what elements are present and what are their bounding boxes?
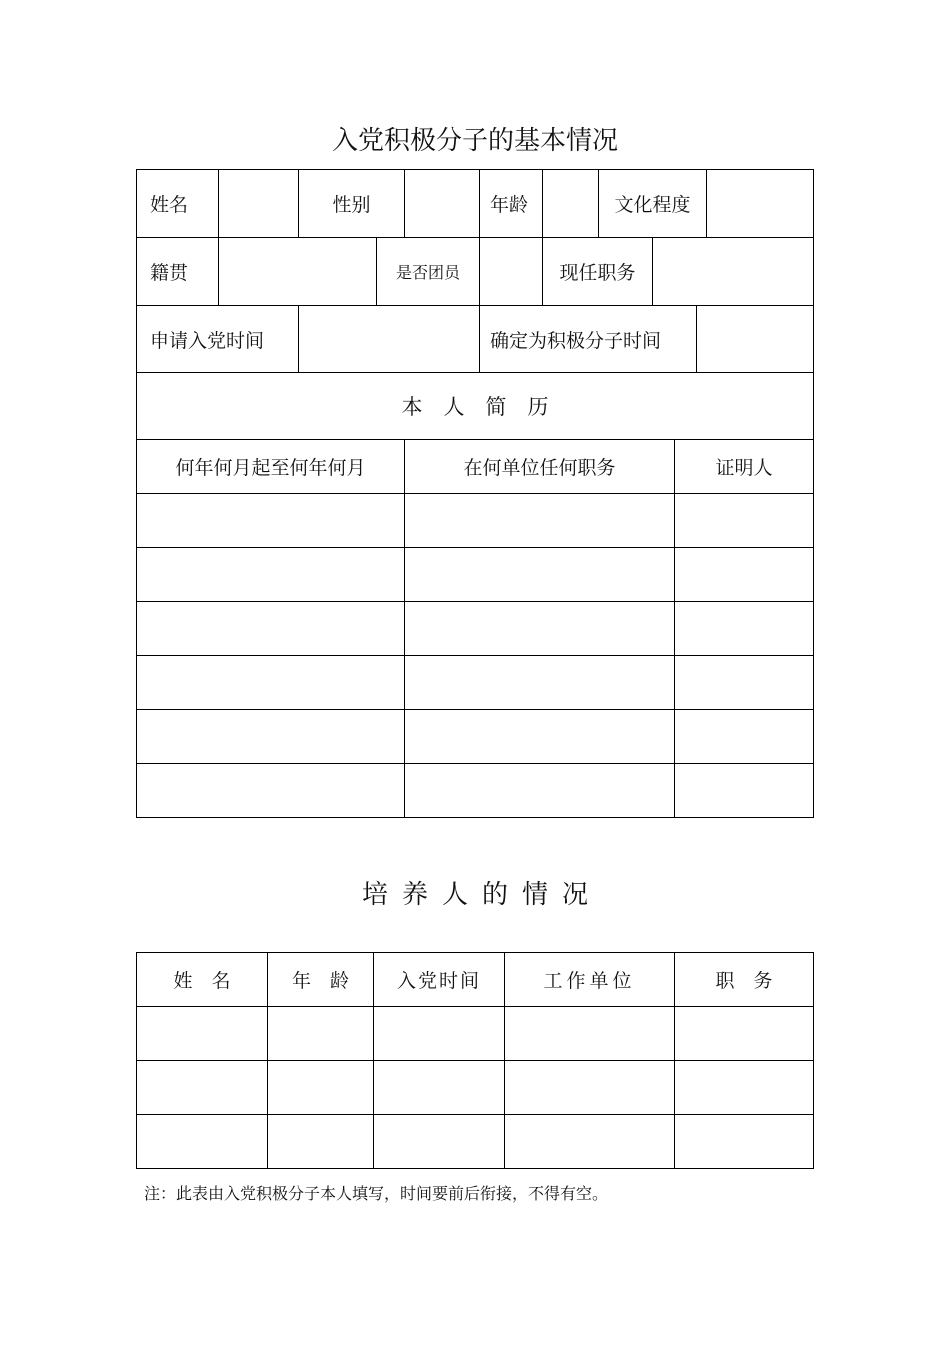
trainer-row-join-date-cell[interactable] <box>374 1115 505 1168</box>
resume-row-position-cell[interactable] <box>405 656 675 710</box>
apply-date-value-cell[interactable] <box>299 306 480 373</box>
trainer-row-join-date-cell[interactable] <box>374 1061 505 1115</box>
trainer-row-workplace-cell[interactable] <box>505 1007 675 1061</box>
age-label: 年龄 <box>480 170 543 238</box>
trainer-row-workplace-cell[interactable] <box>505 1115 675 1168</box>
resume-row-witness-cell[interactable] <box>675 602 813 656</box>
resume-row-period-cell[interactable] <box>137 656 405 710</box>
resume-row-position-cell[interactable] <box>405 710 675 764</box>
activist-date-label: 确定为积极分子时间 <box>480 306 697 373</box>
trainer-name-header: 姓 名 <box>137 953 268 1007</box>
form-title: 入党积极分子的基本情况 <box>331 126 618 156</box>
name-value-cell[interactable] <box>219 170 299 238</box>
trainer-row-name-cell[interactable] <box>137 1115 268 1168</box>
resume-row-position-cell[interactable] <box>405 494 675 548</box>
gender-label: 性别 <box>299 170 405 238</box>
resume-row-witness-cell[interactable] <box>675 494 813 548</box>
basic-info-table <box>136 169 814 818</box>
resume-row-position-cell[interactable] <box>405 548 675 602</box>
current-position-value-cell[interactable] <box>653 238 813 306</box>
resume-witness-header: 证明人 <box>675 440 813 494</box>
trainer-title: 培养人的情况 <box>361 880 602 910</box>
name-label: 姓名 <box>137 170 219 238</box>
trainer-row-position-cell[interactable] <box>675 1007 813 1061</box>
resume-row-period-cell[interactable] <box>137 548 405 602</box>
trainer-row-name-cell[interactable] <box>137 1007 268 1061</box>
trainer-row-name-cell[interactable] <box>137 1061 268 1115</box>
resume-period-header: 何年何月起至何年何月 <box>137 440 405 494</box>
trainer-join-date-header: 入党时间 <box>374 953 505 1007</box>
gender-value-cell[interactable] <box>405 170 480 238</box>
resume-row-period-cell[interactable] <box>137 602 405 656</box>
trainer-table <box>136 952 814 1169</box>
trainer-row-workplace-cell[interactable] <box>505 1061 675 1115</box>
native-place-value-cell[interactable] <box>219 238 377 306</box>
current-position-label: 现任职务 <box>543 238 653 306</box>
trainer-position-header: 职 务 <box>675 953 813 1007</box>
activist-date-value-cell[interactable] <box>697 306 813 373</box>
age-value-cell[interactable] <box>543 170 599 238</box>
trainer-age-header: 年 龄 <box>268 953 374 1007</box>
league-member-value-cell[interactable] <box>480 238 543 306</box>
resume-row-witness-cell[interactable] <box>675 710 813 764</box>
league-member-label: 是否团员 <box>377 238 480 306</box>
resume-row-position-cell[interactable] <box>405 764 675 817</box>
resume-row-period-cell[interactable] <box>137 710 405 764</box>
resume-row-period-cell[interactable] <box>137 494 405 548</box>
trainer-row-position-cell[interactable] <box>675 1061 813 1115</box>
resume-row-witness-cell[interactable] <box>675 656 813 710</box>
resume-row-witness-cell[interactable] <box>675 764 813 817</box>
education-value-cell[interactable] <box>707 170 813 238</box>
native-place-label: 籍贯 <box>137 238 219 306</box>
resume-heading: 本 人 简 历 <box>137 373 813 440</box>
trainer-row-join-date-cell[interactable] <box>374 1007 505 1061</box>
trainer-row-position-cell[interactable] <box>675 1115 813 1168</box>
trainer-row-age-cell[interactable] <box>268 1061 374 1115</box>
resume-row-position-cell[interactable] <box>405 602 675 656</box>
resume-position-header: 在何单位任何职务 <box>405 440 675 494</box>
trainer-row-age-cell[interactable] <box>268 1007 374 1061</box>
apply-date-label: 申请入党时间 <box>137 306 299 373</box>
resume-row-period-cell[interactable] <box>137 764 405 817</box>
footnote: 注：此表由入党积极分子本人填写，时间要前后衔接，不得有空。 <box>144 1184 609 1203</box>
education-label: 文化程度 <box>599 170 707 238</box>
trainer-row-age-cell[interactable] <box>268 1115 374 1168</box>
trainer-workplace-header: 工作单位 <box>505 953 675 1007</box>
resume-row-witness-cell[interactable] <box>675 548 813 602</box>
